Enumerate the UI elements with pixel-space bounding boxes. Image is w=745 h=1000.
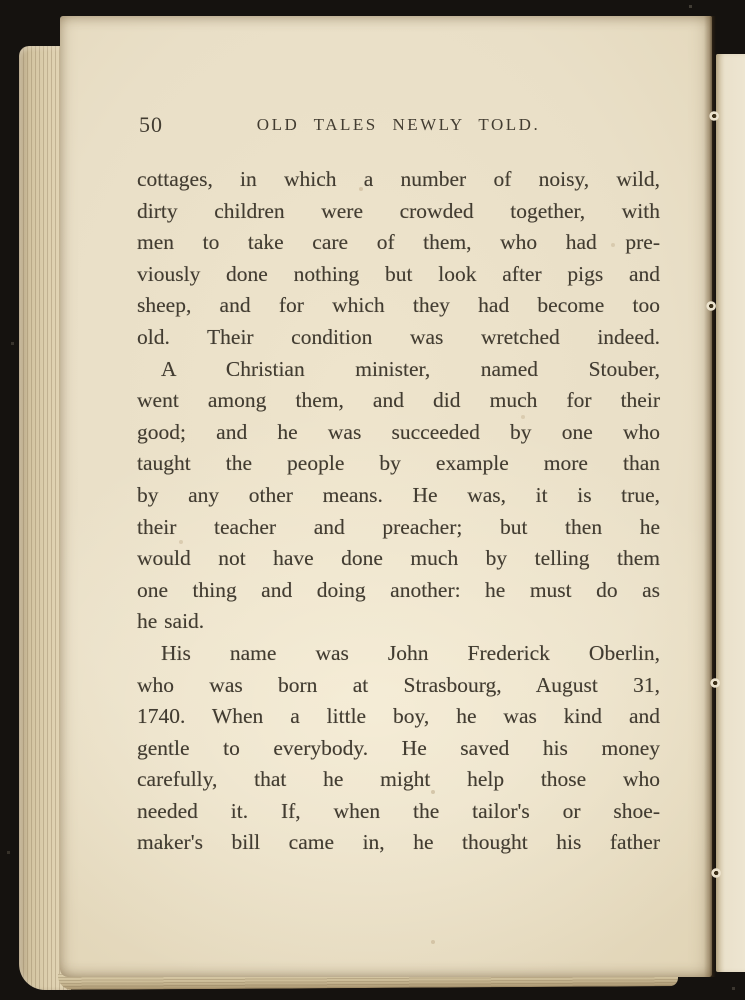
- background-speckles: [0, 0, 1, 1]
- binding-stitch: [707, 111, 720, 121]
- text-line: taught the people by example more than: [137, 451, 660, 476]
- running-title: OLD TALES NEWLY TOLD.: [256, 115, 541, 134]
- body-text: [137, 164, 660, 859]
- text-line: he said.: [137, 609, 205, 634]
- text-line: cottages, in which a number of noisy, wild,: [137, 167, 660, 191]
- binding-stitch: [708, 678, 721, 688]
- text-line: men to take care of them, who had pre-: [137, 230, 660, 255]
- text-line: carefully, that he might help those who: [137, 767, 660, 792]
- paragraph: [137, 354, 660, 638]
- text-line: His name was John Frederick Oberlin,: [161, 640, 660, 665]
- text-line: one thing and doing another: he must do as: [137, 577, 660, 602]
- text-line: by any other means. He was, it is true,: [137, 482, 660, 507]
- binding-stitch: [704, 301, 717, 311]
- text-line: good; and he was succeeded by one who: [137, 419, 660, 444]
- page-number: 50: [139, 112, 163, 137]
- paragraph: [137, 638, 660, 859]
- running-head: [137, 112, 660, 142]
- text-line: viously done nothing but look after pigs and: [137, 261, 660, 286]
- text-line: who was born at Strasbourg, August 31,: [137, 672, 660, 697]
- text-line: needed it. If, when the tailor's or shoe-: [137, 798, 660, 823]
- text-line: old. Their condition was wretched indeed.: [137, 324, 660, 349]
- text-line: went among them, and did much for their: [137, 388, 660, 413]
- text-line: sheep, and for which they had become too: [137, 293, 660, 318]
- text-line: would not have done much by telling them: [137, 546, 660, 571]
- text-line: their teacher and preacher; but then he: [137, 514, 660, 539]
- text-line: 1740. When a little boy, he was kind and: [137, 704, 660, 729]
- binding-gutter: [704, 16, 716, 977]
- text-line: A Christian minister, named Stouber,: [161, 356, 660, 381]
- text-line: maker's bill came in, he thought his father: [137, 830, 660, 855]
- text-line: gentle to everybody. He saved his money: [137, 735, 660, 760]
- text-line: dirty children were crowded together, with: [137, 198, 660, 223]
- paragraph: [137, 164, 660, 354]
- next-page-edge: [716, 54, 745, 972]
- paper-speckles: [60, 16, 62, 18]
- book-page: [60, 16, 712, 977]
- binding-stitch: [709, 868, 722, 878]
